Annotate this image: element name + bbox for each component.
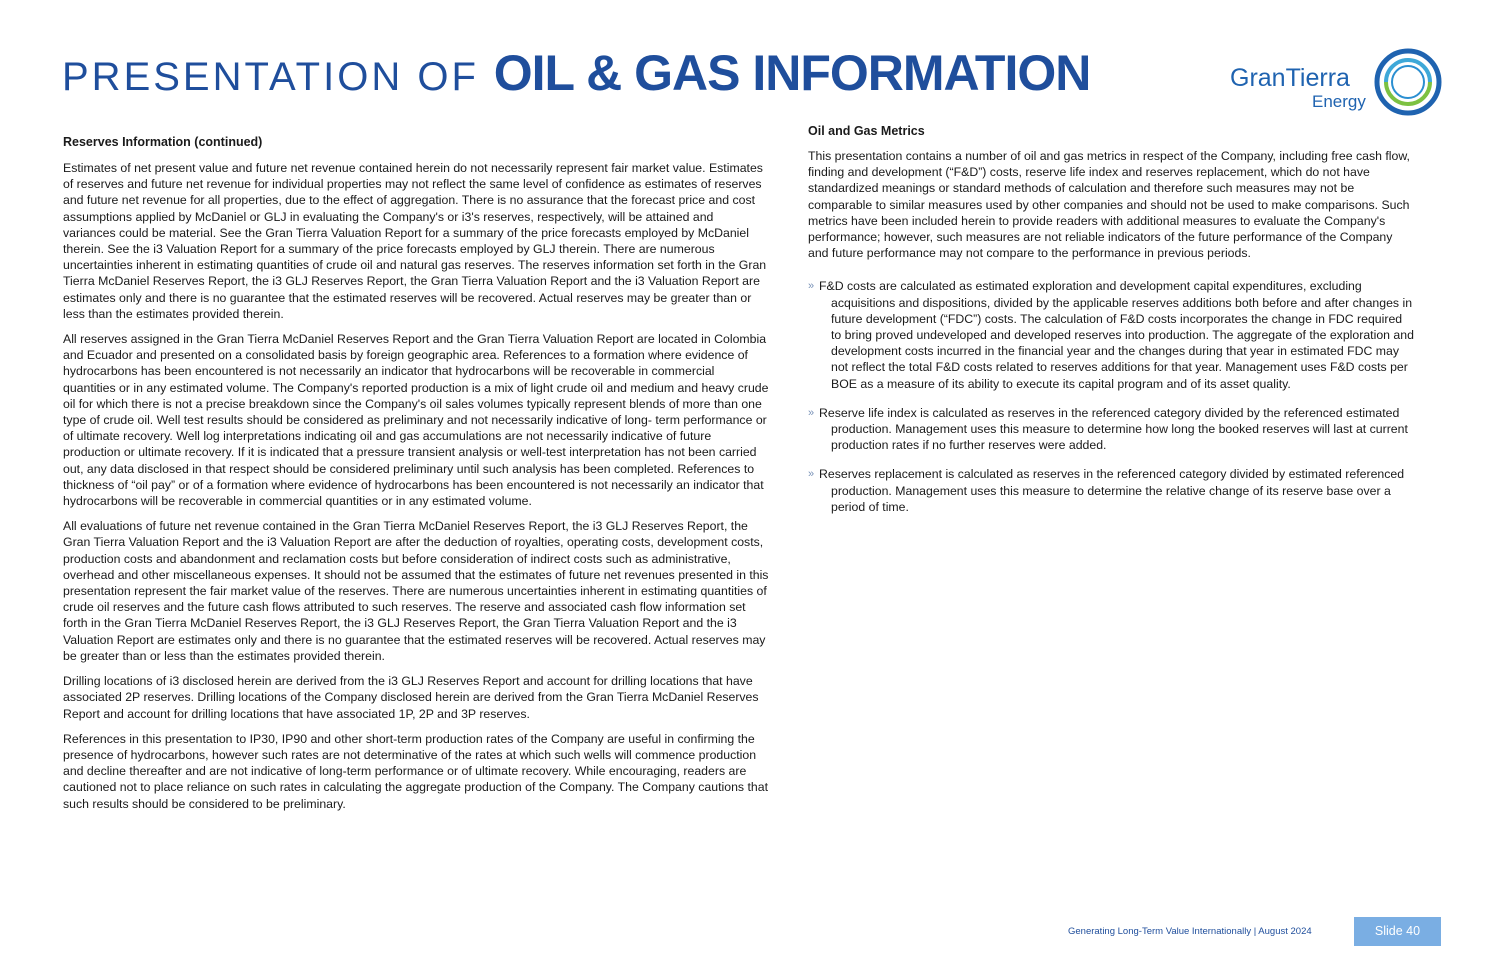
metrics-bullet-text: Reserves replacement is calculated as reserves in the referenced category divided by estimated referenced production. Management uses this measure to determine the relative change of its reserve base over a period of time. <box>819 467 1405 514</box>
footer-tagline: Generating Long-Term Value Internationally | August 2024 <box>1068 926 1312 937</box>
reserves-paragraph: Drilling locations of i3 disclosed herein are derived from the i3 GLJ Reserves Report and account for drilling locations that have associated 2P reserves. Drilling locations of the Company disclosed herein are derived from the Gran Tierra McDaniel Reserves Report and account for drilling locations that have associated 1P, 2P and 3P reserves. <box>63 674 759 721</box>
bullet-chevron-icon: » <box>808 406 815 419</box>
slide-number-badge: Slide 40 <box>1354 917 1441 946</box>
metrics-column <box>808 123 1414 528</box>
reserves-paragraph: All reserves assigned in the Gran Tierra McDaniel Reserves Report and the Gran Tierra Valuation Report are located in Colombia and Ecuador and presented on a consolidated basis by foreign geographic area. References to a formation where evidence of hydrocarbons has been encountered is not necessarily an indicator that hydrocarbons will be recoverable in commercial quantities or in any estimated volume. The Company's reported production is a mix of light crude oil and medium and heavy crude oil for which there is not a precise breakdown since the Company's oil sales volumes typically represent blends of more than one type of crude oil. Well test results should be considered as preliminary and not necessarily indicative of long- term performance or of ultimate recovery. Well log interpretations indicating oil and gas accumulations are not necessarily indicative of future production or ultimate recovery. If it is indicated that a pressure transient analysis or well-test interpretation has not been carried out, any data disclosed in that respect should be considered preliminary until such analysis has been completed. References to thickness of “oil pay” or of a formation where evidence of hydrocarbons has been encountered is not necessarily an indicator that hydrocarbons will be recoverable in commercial quantities or in any estimated volume. <box>63 332 769 509</box>
metrics-bullet <box>808 405 1414 454</box>
metrics-heading: Oil and Gas Metrics <box>808 124 925 138</box>
reserves-paragraph: References in this presentation to IP30, IP90 and other short-term production rates of the Company are useful in confirming the presence of hydrocarbons, however such rates are not determinative of the rates at which such wells will commence production and decline thereafter and are not indicative of long-term performance or of ultimate recovery. While encouraging, readers are cautioned not to place reliance on such rates in calculating the aggregate production of the Company. The Company cautions that such results should be considered to be preliminary. <box>63 731 769 811</box>
metrics-bullet <box>808 466 1414 515</box>
title-main: OIL & GAS INFORMATION <box>493 45 1091 101</box>
bullet-chevron-icon: » <box>808 280 815 293</box>
bullet-chevron-icon: » <box>808 468 815 481</box>
logo-brand-text: GranTierra <box>1230 64 1350 92</box>
metrics-intro: This presentation contains a number of oil and gas metrics in respect of the Company, including free cash flow, finding and development (“F&D”) costs, reserve life index and reserves replacement, which do not have standardized meanings or standard methods of calculation and therefore such measures may not be comparable to similar measures used by other companies and should not be used to make comparisons. Such metrics have been included herein to provide readers with additional measures to evaluate the Company's performance; however, such measures are not reliable indicators of the future performance of the Company and future performance may not compare to the performance in previous periods. <box>808 149 1410 261</box>
title-prefix: PRESENTATION OF <box>62 55 479 99</box>
page-title <box>62 44 1090 102</box>
reserves-paragraph: Estimates of net present value and future net revenue contained herein do not necessarily represent fair market value. Estimates of reserves and future net revenue for individual properties may not reflect the same level of confidence as estimates of reserves and future net revenue for all properties, due to the effect of aggregation. There is no assurance that the forecast price and cost assumptions applied by McDaniel or GLJ in evaluating the Company's or i3's reserves, respectively, will be attained and variances could be material. See the Gran Tierra Valuation Report for a summary of the price forecasts employed by McDaniel therein. See the i3 Valuation Report for a summary of the price forecasts employed by GLJ therein. There are numerous uncertainties inherent in estimating quantities of crude oil and natural gas reserves. The reserves information set forth in the Gran Tierra McDaniel Reserves Report, the i3 GLJ Reserves Report, the Gran Tierra Valuation Report and the i3 Valuation Report are estimates only and there is no guarantee that the estimated reserves will be recovered. Actual reserves may be greater than or less than the estimates provided therein. <box>63 161 767 321</box>
company-logo <box>1228 44 1448 118</box>
reserves-heading: Reserves Information (continued) <box>63 135 263 149</box>
reserves-info-column <box>63 134 769 821</box>
logo-sub-text: Energy <box>1312 92 1366 111</box>
logo-ring-icon <box>1372 46 1444 118</box>
reserves-paragraph: All evaluations of future net revenue contained in the Gran Tierra McDaniel Reserves Report, the i3 GLJ Reserves Report, the Gran Tierra Valuation Report and the i3 Valuation Report are after the deduction of royalties, operating costs, development costs, production costs and abandonment and reclamation costs but before consideration of indirect costs such as administrative, overhead and other miscellaneous expenses. It should not be assumed that the estimates of future net revenues presented in this presentation represent the fair market value of the reserves. There are numerous uncertainties inherent in estimating quantities of crude oil reserves and the future cash flows attributed to such reserves. The reserve and associated cash flow information set forth in the Gran Tierra McDaniel Reserves Report, the i3 GLJ Reserves Report, the Gran Tierra Valuation Report and the i3 Valuation Report are estimates only and there is no guarantee that the estimated reserves will be recovered. Actual reserves may be greater than or less than the estimates provided therein. <box>63 519 769 663</box>
metrics-bullet <box>808 278 1414 391</box>
metrics-bullet-text: Reserve life index is calculated as reserves in the referenced category divided by the referenced estimated production. Management uses this measure to determine how long the booked reserves will last at current production rates if no further reserves were added. <box>819 405 1408 453</box>
metrics-bullet-text: F&D costs are calculated as estimated exploration and development capital expenditures, excluding acquisitions and dispositions, divided by the applicable reserves additions both before and after changes in future development (“FDC”) costs. The calculation of F&D costs incorporates the change in FDC required to bring proved undeveloped and developed reserves into production. The aggregate of the exploration and development costs incurred in the financial year and the changes during that year in estimated FDC may not reflect the total F&D costs related to reserves additions for that year. Management uses F&D costs per BOE as a measure of its ability to execute its capital program and of its asset quality. <box>819 279 1414 391</box>
metrics-bullet-list <box>808 278 1414 515</box>
